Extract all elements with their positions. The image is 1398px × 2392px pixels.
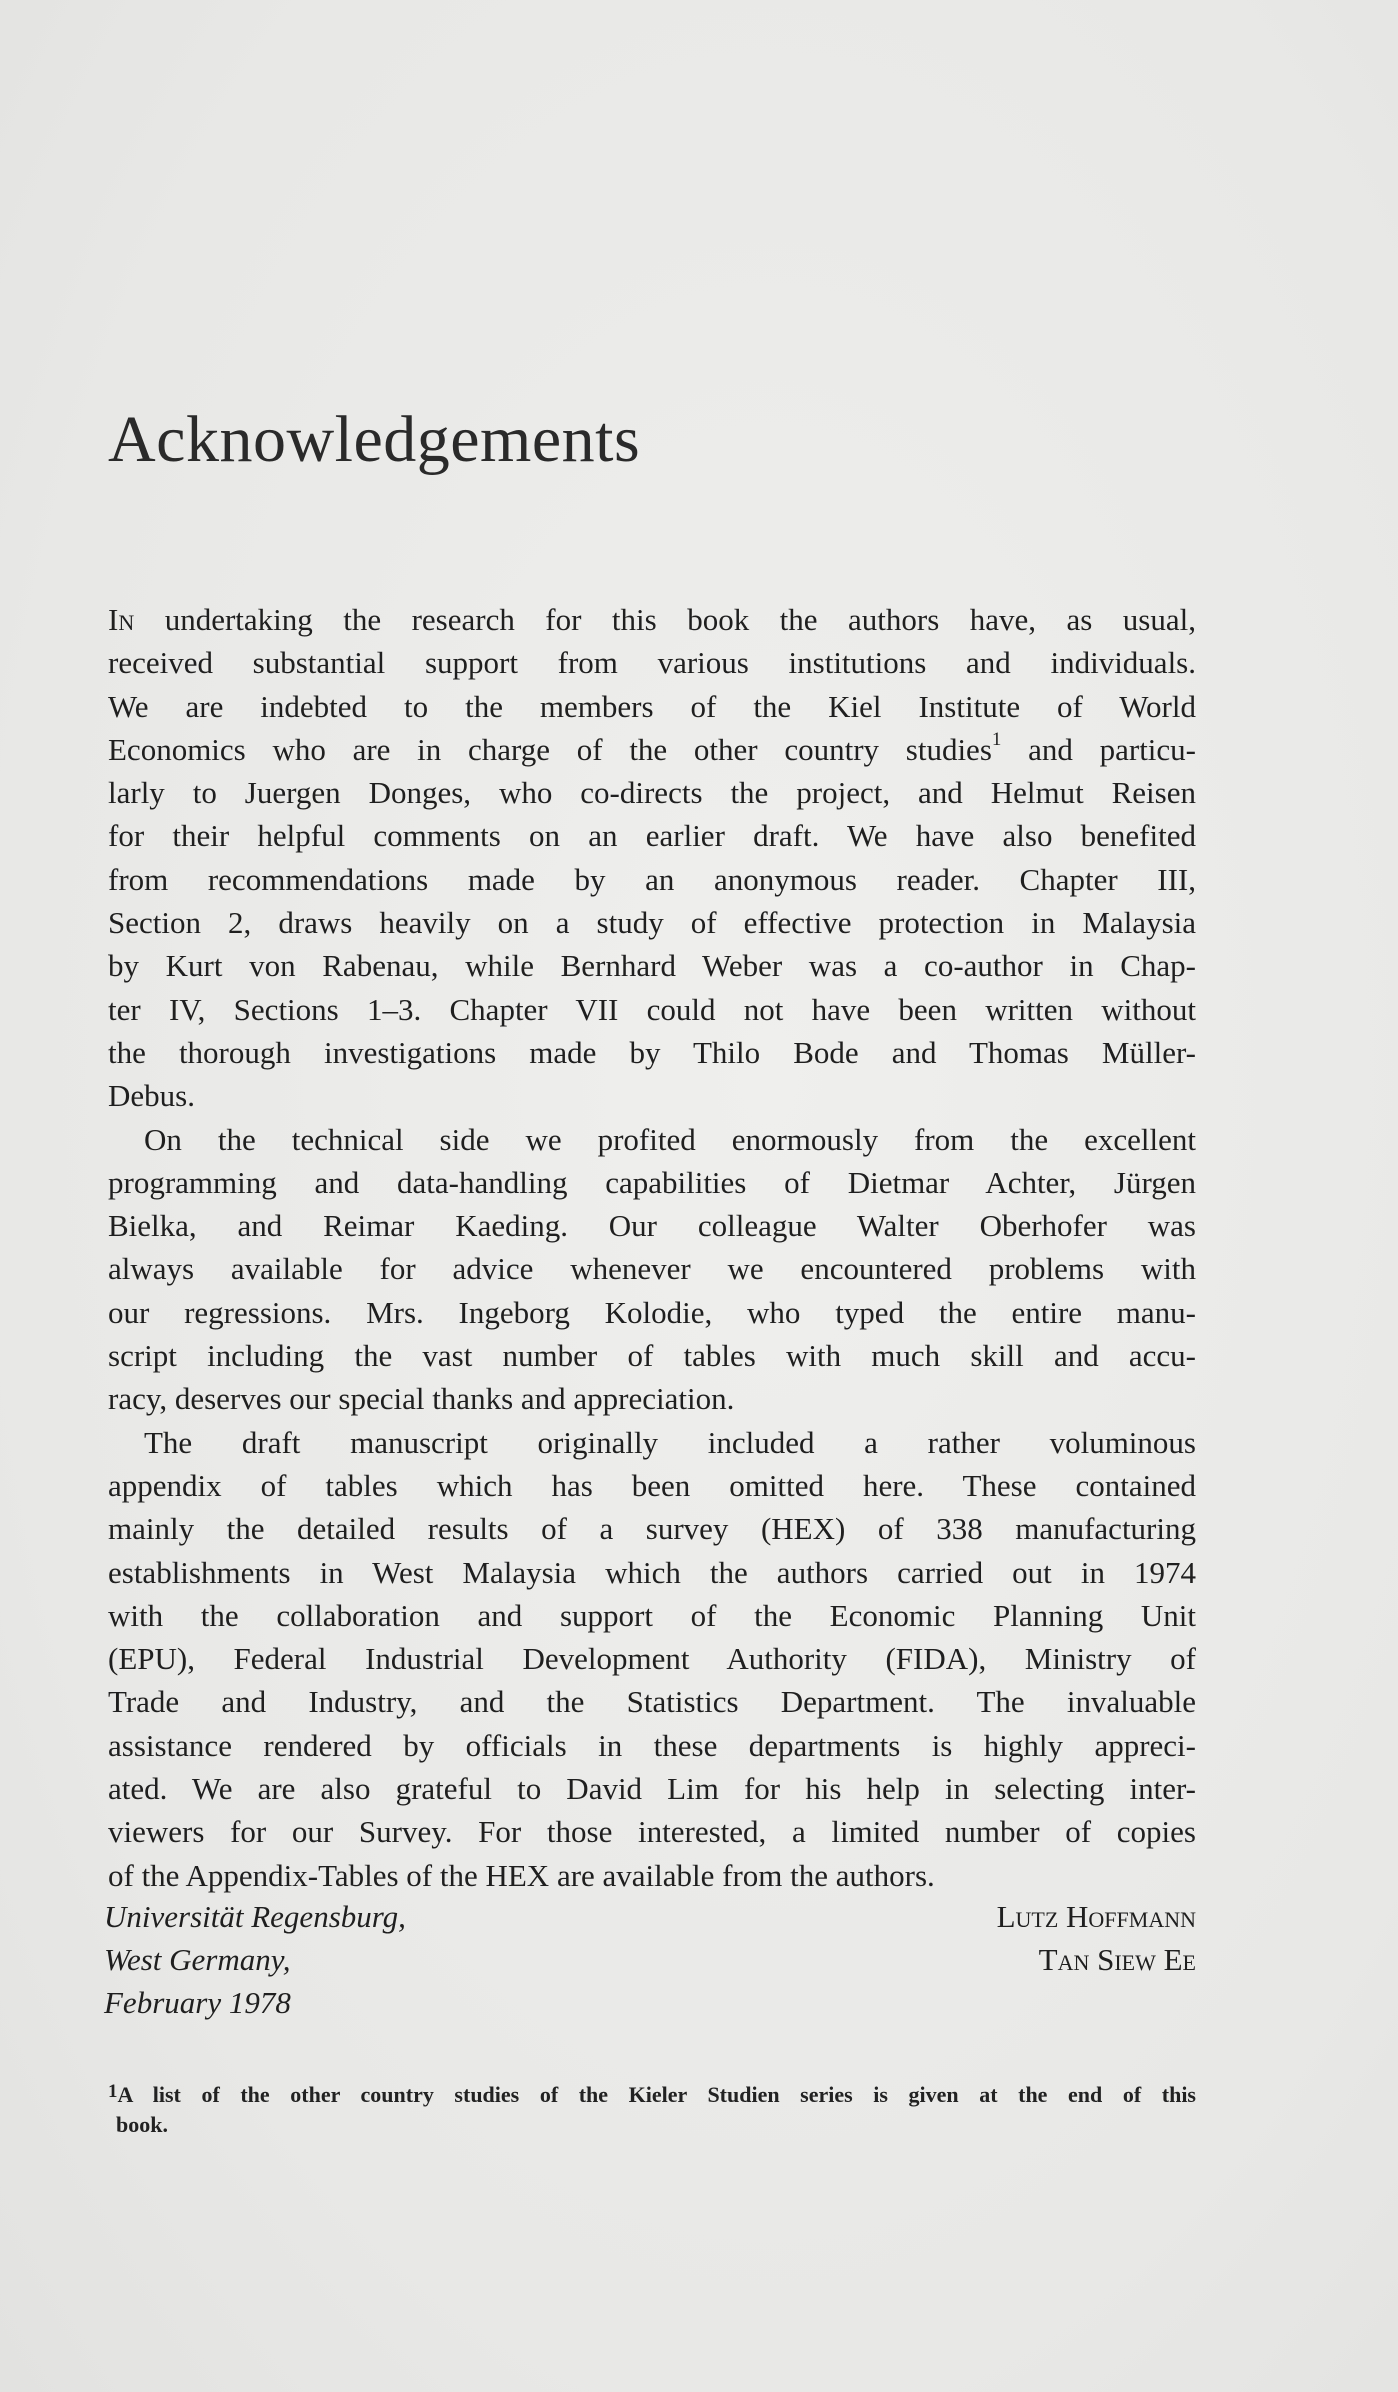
signature-country: West Germany, xyxy=(104,1942,291,1977)
text-line: Bielka, and Reimar Kaeding. Our colleague Walter Oberhofer was xyxy=(108,1208,1196,1244)
text-line: viewers for our Survey. For those interested, a limited number of copies xyxy=(108,1814,1196,1850)
text-line: ated. We are also grateful to David Lim for his help in selecting inter- xyxy=(108,1771,1196,1807)
signature-place-date xyxy=(104,1895,406,2024)
text-line: Section 2, draws heavily on a study of effective protection in Malaysia xyxy=(108,905,1196,941)
text-line: racy, deserves our special thanks and appreciation. xyxy=(108,1381,735,1417)
author-name: Tan Siew Ee xyxy=(1038,1942,1196,1977)
text-line: appendix of tables which has been omitted here. These contained xyxy=(108,1467,1196,1503)
text-line: On the technical side we profited enormously from the excellent xyxy=(144,1121,1196,1157)
text-line: our regressions. Mrs. Ingeborg Kolodie, who typed the entire manu- xyxy=(108,1294,1196,1330)
acknowledgements-body xyxy=(108,598,1196,1897)
text-line: Trade and Industry, and the Statistics Department. The invaluable xyxy=(108,1684,1196,1720)
text-line: The draft manuscript originally included a rather voluminous xyxy=(144,1424,1196,1460)
footnote-reference[interactable]: 1 xyxy=(991,728,1002,750)
author-name: Lutz Hoffmann xyxy=(996,1899,1196,1934)
signature-authors xyxy=(997,1895,1196,1981)
text-line: the thorough investigations made by Thilo Bode and Thomas Müller- xyxy=(108,1034,1196,1070)
text-line: establishments in West Malaysia which the authors carried out in 1974 xyxy=(108,1554,1196,1590)
text-line: (EPU), Federal Industrial Development Authority (FIDA), Ministry of xyxy=(108,1641,1196,1677)
footnote-text: A list of the other country studies of the Kieler Studien series is given at the end of this xyxy=(117,2082,1196,2107)
text-line: We are indebted to the members of the Kiel Institute of World xyxy=(108,688,1196,724)
text-line: with the collaboration and support of the Economic Planning Unit xyxy=(108,1597,1196,1633)
signature-date: February 1978 xyxy=(104,1985,291,2020)
text-line: programming and data-handling capabilities of Dietmar Achter, Jürgen xyxy=(108,1164,1196,1200)
text-line: received substantial support from various institutions and individuals. xyxy=(108,645,1196,681)
text-line: mainly the detailed results of a survey (HEX) of 338 manufacturing xyxy=(108,1511,1196,1547)
footnote-line xyxy=(108,2080,1196,2110)
text-line: script including the vast number of tables with much skill and accu- xyxy=(108,1338,1196,1374)
text-line: of the Appendix-Tables of the HEX are available from the authors. xyxy=(108,1857,935,1893)
page-title: Acknowledgements xyxy=(108,403,641,477)
text-line: for their helpful comments on an earlier draft. We have also benefited xyxy=(108,818,1196,854)
signature-institution: Universität Regensburg, xyxy=(104,1899,406,1934)
text-line: by Kurt von Rabenau, while Bernhard Weber was a co-author in Chap- xyxy=(108,948,1196,984)
text-line: ter IV, Sections 1–3. Chapter VII could not have been written without xyxy=(108,991,1196,1027)
text-line: assistance rendered by officials in these departments is highly appreci- xyxy=(108,1727,1196,1763)
text-line: from recommendations made by an anonymous reader. Chapter III, xyxy=(108,861,1196,897)
lead-word: In xyxy=(108,602,135,637)
text-line: Debus. xyxy=(108,1078,195,1114)
text-line: always available for advice whenever we encountered problems with xyxy=(108,1251,1196,1287)
footnote xyxy=(108,2080,1196,2140)
footnote-marker: 1 xyxy=(108,2081,118,2102)
footnote-line: book. xyxy=(116,2112,168,2137)
text-line: Economics who are in charge of the other country studies$^1$ and particu- xyxy=(108,728,1196,767)
text-line: In undertaking the research for this book the authors have, as usual, xyxy=(108,602,1196,637)
text-line: larly to Juergen Donges, who co-directs the project, and Helmut Reisen xyxy=(108,775,1196,811)
